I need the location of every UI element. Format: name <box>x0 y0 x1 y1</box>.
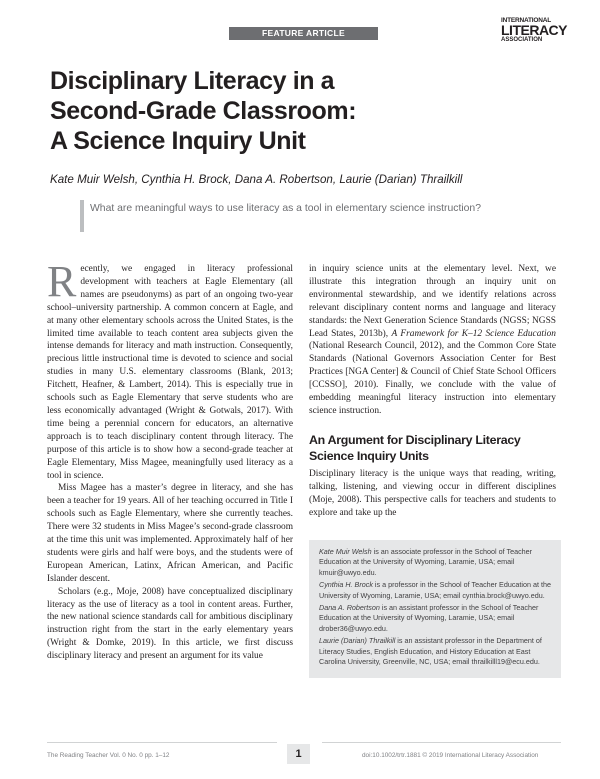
author-bio-text: is an associate professor in the School of Teacher Education at the University of Wyoming, Laramie, USA; email kmuir@uwyo.edu. <box>319 547 533 577</box>
footer-rule <box>47 742 277 743</box>
paragraph-text: (National Research Council, 2012), and the Common Core State Standards (National Governors Association Center for Best Practices [NGA Center] & Council of Chief State School Officers [CCSSO], 2010). Finally, we conclude with the value of embedding meaningful literacy instruction into elementary science instruction. <box>309 341 556 416</box>
body-column-right <box>309 263 556 520</box>
author-bio-text: is an assistant professor in the School of Teacher Education at the University of Wyoming, Laramie, USA; email drober36@uwyo.edu. <box>319 603 539 633</box>
author-bio-text: is a professor in the School of Teacher Education at the University of Wyoming, Laramie, USA; email cynthia.brock@uwyo.edu. <box>319 580 552 600</box>
title-line: A Science Inquiry Unit <box>50 127 306 155</box>
ila-logo <box>501 17 567 44</box>
paragraph: Miss Magee has a master’s degree in literacy, and she has been a teacher for 19 years. All of her teaching occurred in Title I schools such as Eagle Elementary, where she currently teaches. There were 32 students in Miss Magee’s second-grade classroom at the time this unit was implemented. Approximately half of her students were girls and half were boys, and the students were of European American, Latinx, African American, and Pacific Islander descent. <box>47 483 293 584</box>
author-bio <box>319 547 552 578</box>
drop-cap: R <box>47 257 77 306</box>
paragraph <box>47 257 293 482</box>
author-name: Kate Muir Welsh <box>319 547 372 556</box>
doi-copyright: doi:10.1002/trtr.1881 © 2019 International Literacy Association <box>362 752 539 759</box>
paragraph-text: in inquiry science units at the elementary level. Next, we illustrate this integration through an inquiry unit on environmental stewardship, and we identify relations across relevant disciplinary content norms and language and literacy standards: the Next Generation Science Standards (NGSS; NGSS Lead States, 2013b), <box>309 264 556 339</box>
article-title <box>50 66 490 156</box>
book-title: A Framework for K–12 Science Education <box>391 328 556 339</box>
section-label: FEATURE ARTICLE <box>229 27 378 40</box>
paragraph: Scholars (e.g., Moje, 2008) have conceptualized disciplinary literacy as the use of literacy as a tool in content areas. Further, the new national science standards call for ambitious disciplinary instruction right from the start in the early elementary years (Wright & Domke, 2019). In this article, we first discuss disciplinary literacy and present an argument for its value <box>47 586 293 662</box>
logo-line-3: ASSOCIATION <box>501 37 543 43</box>
title-line: Second-Grade Classroom: <box>50 97 357 125</box>
author-list: Kate Muir Welsh, Cynthia H. Brock, Dana A. Robertson, Laurie (Darian) Thrailkill <box>50 173 463 186</box>
body-column-left <box>47 257 293 663</box>
journal-citation: The Reading Teacher Vol. 0 No. 0 pp. 1–12 <box>47 752 170 759</box>
author-bio <box>319 636 552 667</box>
section-heading: An Argument for Disciplinary Literacy Science Inquiry Units <box>309 432 521 463</box>
footer-rule <box>322 742 561 743</box>
logo-line-2: LITERACY <box>501 22 567 38</box>
title-line: Disciplinary Literacy in a <box>50 67 335 95</box>
author-bio-text: is an assistant professor in the Department of Literacy Studies, English Education, and History Education at East Carolina University, Greenville, NC, USA; email thrailkilll19@ecu.edu. <box>319 636 542 667</box>
author-bio-box <box>309 540 561 678</box>
logo-line-1: INTERNATIONAL <box>501 17 551 24</box>
author-name: Cynthia H. Brock <box>319 580 373 590</box>
paragraph-text: ecently, we engaged in literacy professional development with teachers at Eagle Elementary (all names are pseudonyms) as part of an ongoing two-year school–university partnership. A common concern at Eagle, and at many other elementary schools across the United States, is the limited time available to teach content area subjects given the intense demands for literacy and math instruction. Consequently, precious little instructional time is devoted to science and social studies in many U.S. elementary classrooms (Blank, 2013; Fitchett, Heafner, & Lambert, 2014). This is especially true in schools such as Eagle Elementary that serve students who are less economically advantaged (Wright & Gotwals, 2017). With time being a perennial concern for educators, an alternative approach is to teach disciplinary content through literacy. The purpose of this article is to show how a second-grade teacher at Eagle Elementary, Miss Magee, meaningfully used literacy as a tool in science. <box>47 264 293 481</box>
author-name: Laurie (Darian) Thrailkill <box>319 636 396 646</box>
author-bio <box>319 580 552 601</box>
guiding-question: What are meaningful ways to use literacy as a tool in elementary science instruction? <box>90 203 481 214</box>
page-number: 1 <box>287 744 310 764</box>
author-bio <box>319 603 552 634</box>
author-name: Dana A. Robertson <box>319 603 380 613</box>
question-accent-bar <box>80 200 84 232</box>
paragraph <box>309 263 556 418</box>
paragraph: Disciplinary literacy is the unique ways that reading, writing, talking, listening, and viewing occur in different disciplines (Moje, 2008). This perspective calls for teachers and students to explore and take up the <box>309 468 556 518</box>
